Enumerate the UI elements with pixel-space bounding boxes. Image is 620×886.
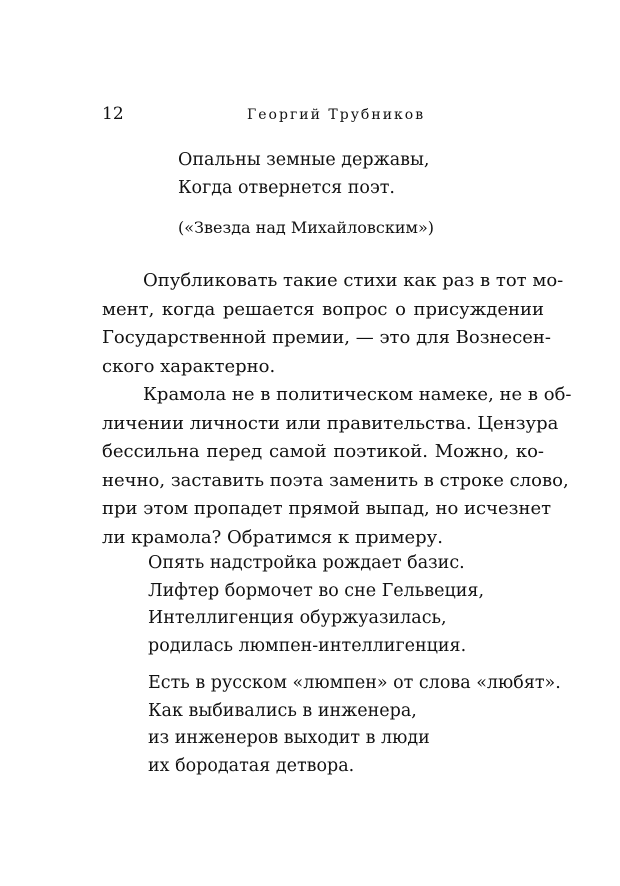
paragraph-line: ского характерно. bbox=[102, 355, 276, 377]
paragraph-line: личении личности или правительства. Цензура bbox=[102, 412, 559, 434]
paragraph-line: Государственной премии, — это для Вознесен- bbox=[102, 327, 552, 348]
poem-stanza-2 bbox=[148, 670, 561, 780]
epigraph-source: («Звезда над Михайловским») bbox=[178, 218, 434, 237]
paragraph-line: бессильна перед самой поэтикой. Можно, ко- bbox=[102, 441, 544, 462]
verse-line: их бородатая детвора. bbox=[148, 755, 355, 776]
verse-line: Опальны земные державы, bbox=[178, 150, 430, 170]
paragraph-1 bbox=[102, 267, 564, 381]
verse-line: Лифтер бормочет во сне Гельвеция, bbox=[148, 580, 485, 601]
page-number: 12 bbox=[102, 104, 124, 124]
paragraph-line: Крамола не в политическом намеке, не в об- bbox=[143, 384, 572, 405]
verse-line: Интеллигенция обуржуазилась, bbox=[148, 608, 447, 628]
poem-stanza-1 bbox=[148, 550, 484, 660]
verse-line: Когда отвернется поэт. bbox=[178, 178, 395, 198]
page-header bbox=[102, 103, 542, 125]
paragraph-line: нечно, заставить поэта заменить в строке слово, bbox=[102, 469, 569, 491]
paragraph-line: ли крамола? Обратимся к примеру. bbox=[102, 526, 443, 548]
running-head: Георгий Трубников bbox=[247, 107, 426, 123]
verse-line: родилась люмпен-интеллигенция. bbox=[148, 635, 467, 656]
verse-line: Как выбивались в инженера, bbox=[148, 700, 417, 721]
epigraph-verse bbox=[178, 146, 429, 202]
verse-line: из инженеров выходит в люди bbox=[148, 728, 430, 748]
verse-line: Опять надстройка рождает базис. bbox=[148, 553, 465, 573]
paragraph-line: мент, когда решается вопрос о присуждении bbox=[102, 298, 544, 320]
paragraph-2 bbox=[102, 381, 572, 552]
paragraph-line: Опубликовать такие стихи как раз в тот мо- bbox=[143, 270, 564, 291]
paragraph-line: при этом пропадет прямой выпад, но исчезнет bbox=[102, 498, 552, 519]
verse-line: Есть в русском «люмпен» от слова «любят». bbox=[148, 673, 561, 693]
